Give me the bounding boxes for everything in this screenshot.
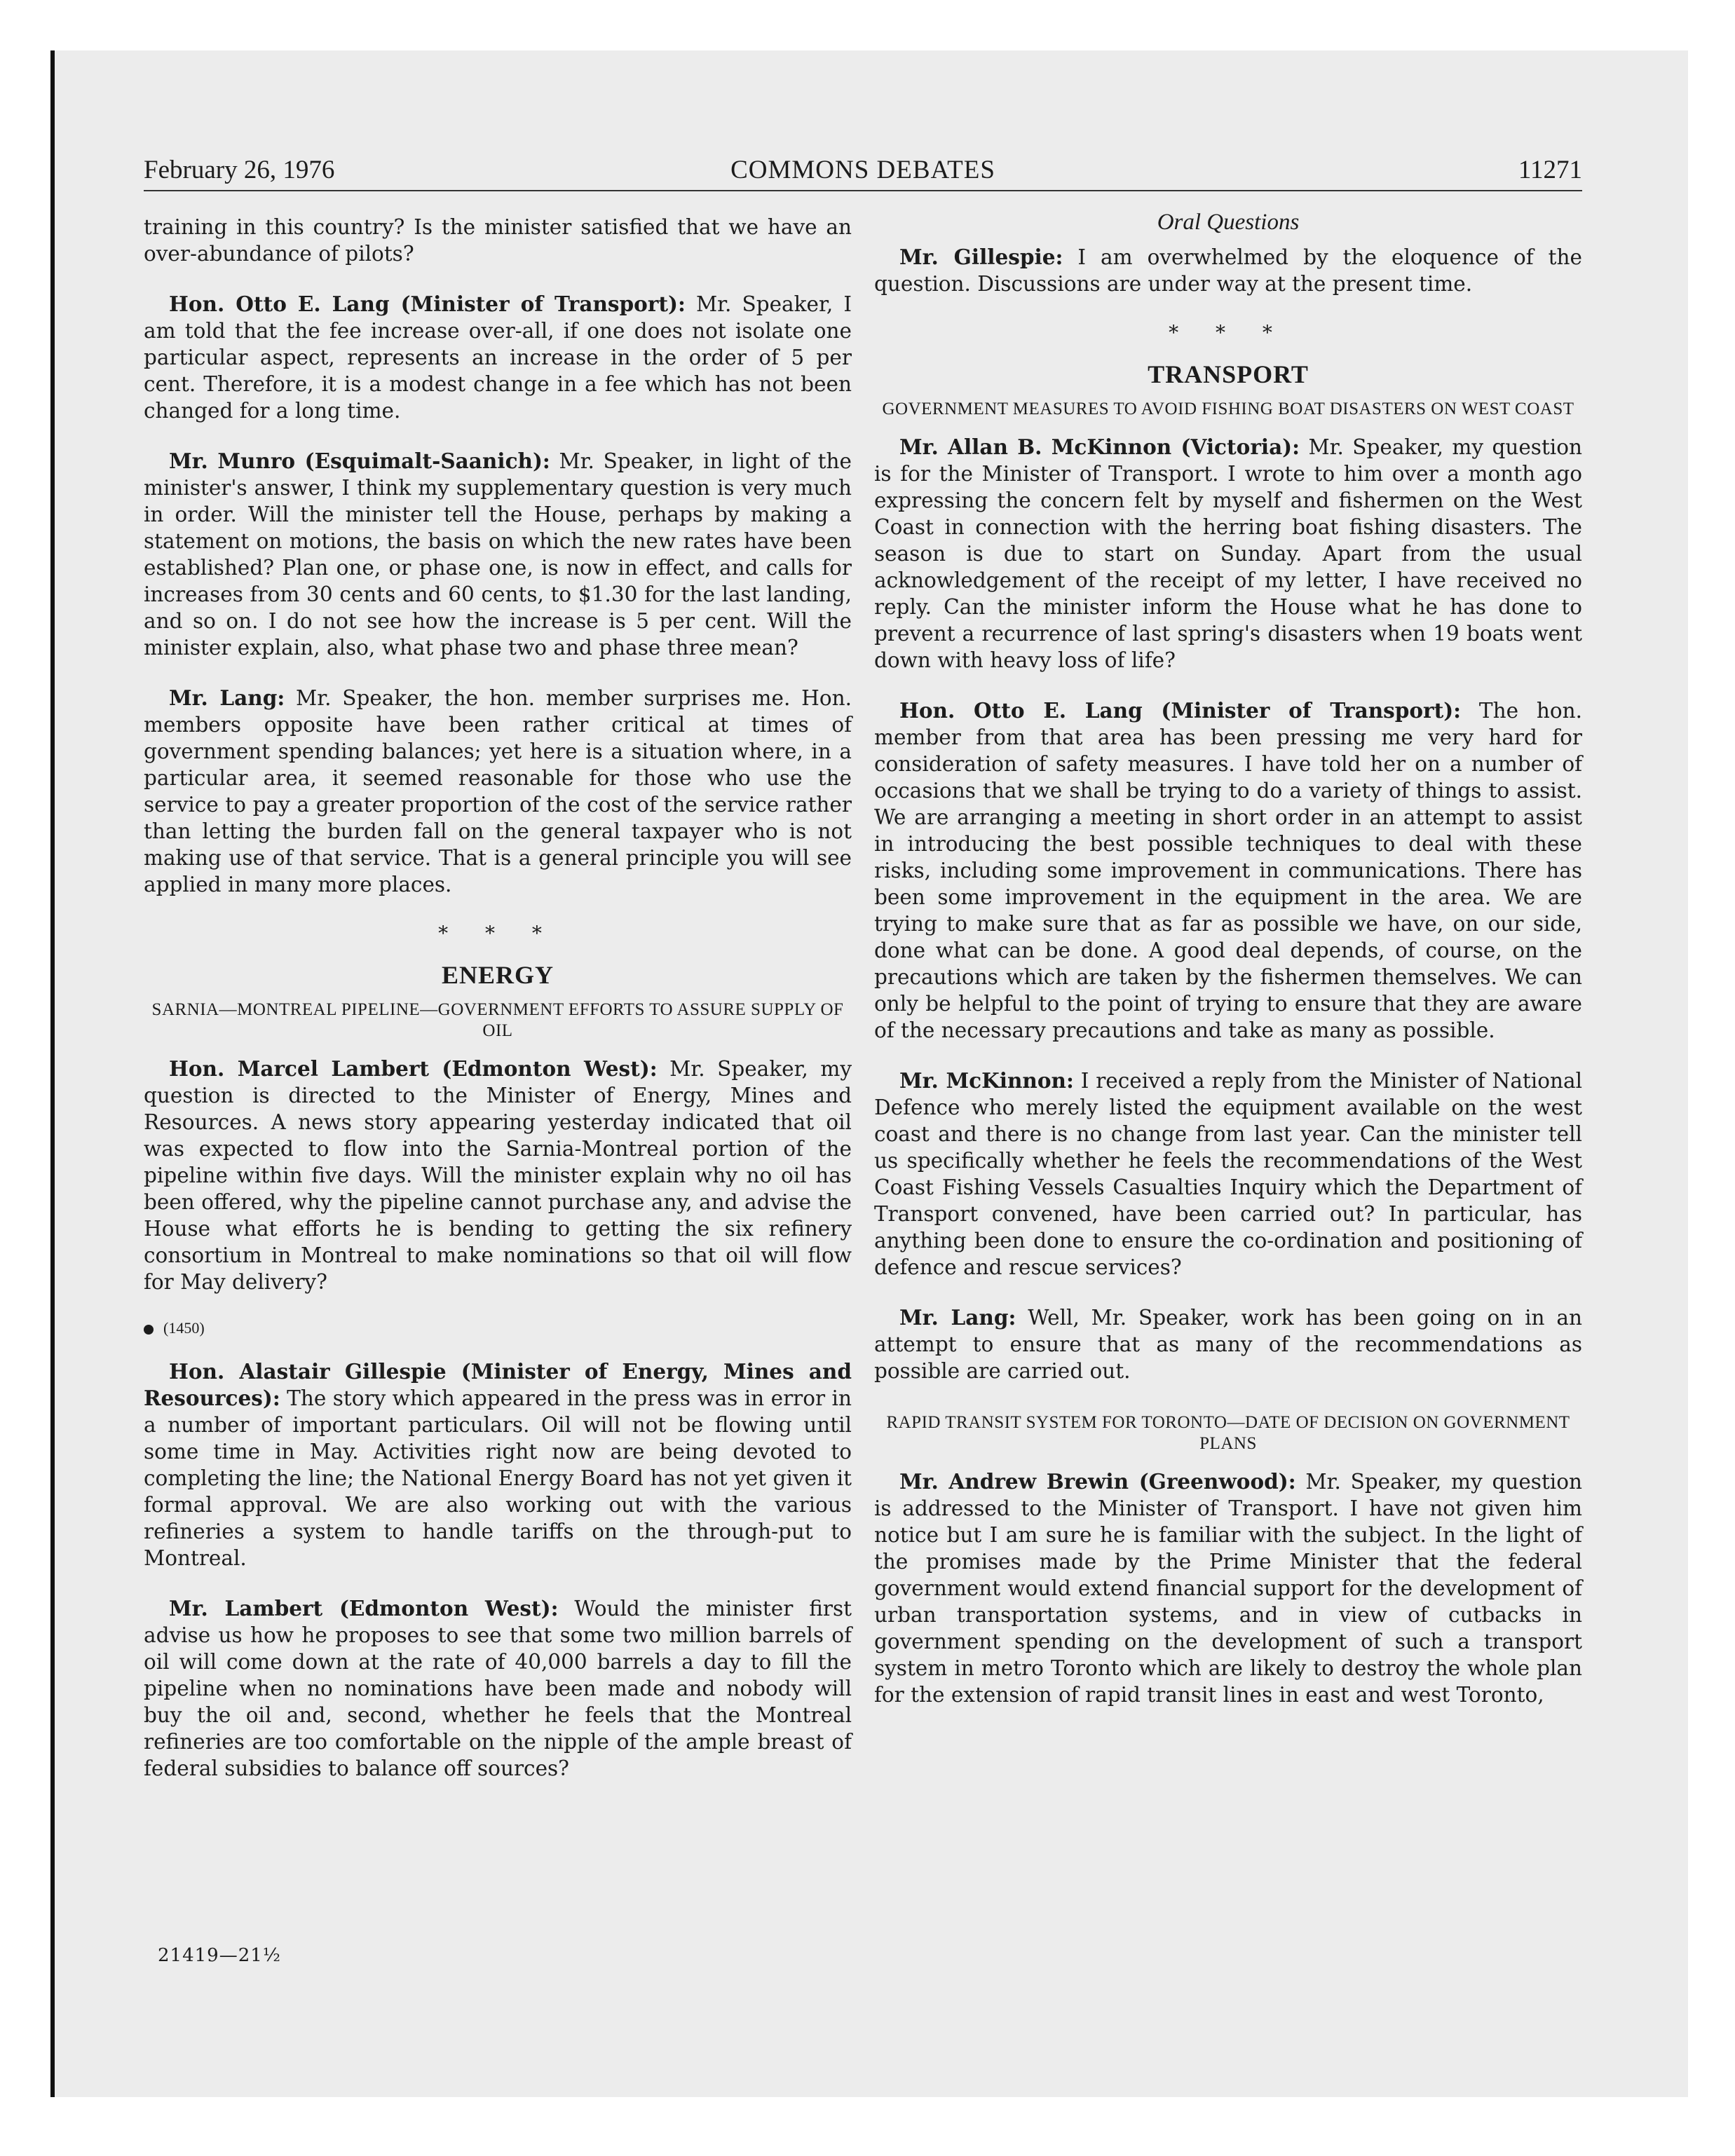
speaker-name: Hon. Otto E. Lang (Minister of Transport): bbox=[899, 698, 1462, 723]
speech-paragraph bbox=[874, 1067, 1582, 1281]
speaker-name: Hon. Marcel Lambert (Edmonton West): bbox=[169, 1056, 658, 1081]
bullet-icon bbox=[144, 1325, 154, 1335]
footer-code: 21419—21½ bbox=[158, 1945, 281, 1966]
speech-paragraph bbox=[874, 434, 1582, 674]
speech-paragraph bbox=[874, 697, 1582, 1044]
left-column bbox=[144, 214, 852, 1806]
speech-paragraph bbox=[144, 685, 852, 898]
speaker-name: Hon. Alastair Gillespie (Minister of Energy, Mines and Resources): bbox=[144, 1359, 852, 1410]
right-column bbox=[874, 210, 1583, 1732]
header-title: COMMONS DEBATES bbox=[730, 156, 995, 184]
speech-paragraph bbox=[144, 291, 852, 424]
section-separator: * * * bbox=[1169, 321, 1288, 344]
speech-text: The hon. member from that area has been pressing me very hard for consideration of safety measures. I have told her on a number of occasions that we shall be trying to do a variety of things to assist. We are arranging a meeting in short order in an attempt to assist in introducing the best possible techniques to deal with these risks, including some improvement in communications. There has been some improvement in the equipment in the area. We are trying to make sure that as far as possible we have, on our side, done what can be done. A good deal depends, of course, on the precautions which are taken by the fishermen themselves. We can only be helpful to the point of trying to ensure that they are aware of the necessary precautions and take as many as possible. bbox=[874, 699, 1582, 1042]
speech-paragraph bbox=[144, 448, 852, 661]
speaker-name: Mr. McKinnon: bbox=[899, 1068, 1074, 1093]
speaker-name: Mr. Lang: bbox=[169, 685, 285, 710]
running-header bbox=[144, 151, 1582, 191]
sub-heading: SARNIA—MONTREAL PIPELINE—GOVERNMENT EFFORTS TO ASSURE SUPPLY OF OIL bbox=[151, 1000, 844, 1040]
speaker-name: Mr. Lang: bbox=[899, 1305, 1016, 1330]
speaker-name: Hon. Otto E. Lang (Minister of Transport): bbox=[169, 292, 686, 316]
paragraph: training in this country? Is the minister satisfied that we have an over-abundance of pilots? bbox=[144, 215, 852, 266]
speaker-name: Mr. Andrew Brewin (Greenwood): bbox=[899, 1469, 1296, 1494]
sub-heading: GOVERNMENT MEASURES TO AVOID FISHING BOAT DISASTERS ON WEST COAST bbox=[882, 400, 1574, 418]
speech-paragraph bbox=[144, 1056, 852, 1295]
time-marker bbox=[144, 1319, 852, 1337]
speech-text: Mr. Speaker, my question is addressed to the Minister of Transport. I have not given him notice but I am sure he is familiar with the subject. In the light of the promises made by the Prime Minister that the federal government would extend financial support for the development of urban transportation systems, and in view of cutbacks in government spending on the development of such a transport system in metro Toronto which are likely to destroy the whole plan for the extension of rapid transit lines in east and west Toronto, bbox=[874, 1470, 1582, 1707]
time-marker-text: (1450) bbox=[163, 1319, 205, 1337]
speech-text: Mr. Speaker, in light of the minister's answer, I think my supplementary question is very much in order. Will the minister tell the House, perhaps by making a statement on motions, the basis on which the new rates have been established? Plan one, or phase one, is now in effect, and calls for increases from 30 cents and 60 cents, to $1.30 for the last landing, and so on. I do not see how the increase is 5 per cent. Will the minister explain, also, what phase two and phase three mean? bbox=[144, 449, 852, 660]
speech-text: I am overwhelmed by the eloquence of the question. Discussions are under way at the present time. bbox=[874, 245, 1582, 296]
speech-paragraph bbox=[874, 1468, 1582, 1708]
speaker-name: Mr. Lambert (Edmonton West): bbox=[169, 1596, 559, 1621]
speech-text: I received a reply from the Minister of National Defence who merely listed the equipment available on the west coast and there is no change from last year. Can the minister tell us specifically whether he feels the recommendations of the West Coast Fishing Vessels Casualties Inquiry which the Department of Transport convened, have been carried out? In particular, has anything been done to ensure the co-ordination and positioning of defence and rescue services? bbox=[874, 1069, 1583, 1279]
sub-heading: RAPID TRANSIT SYSTEM FOR TORONTO—DATE OF DECISION ON GOVERNMENT PLANS bbox=[886, 1413, 1570, 1453]
speech-text: Would the minister first advise us how he proposes to see that some two million barrels of oil will come down at the rate of 40,000 barrels a day to fill the pipeline when no nominations have been made and nobody will buy the oil and, second, whether he feels that the Montreal refineries are too comfortable on the nipple of the ample breast of federal subsidies to balance off sources? bbox=[144, 1597, 852, 1780]
speech-paragraph bbox=[144, 1595, 852, 1782]
speech-text: Mr. Speaker, my question is for the Minister of Transport. I wrote to him over a month ago expressing the concern felt by myself and fishermen on the West Coast in connection with the herring boat fishing disasters. The season is due to start on Sunday. Apart from the usual acknowledgement of the receipt of my letter, I have received no reply. Can the minister inform the House what he has done to prevent a recurrence of last spring's disasters when 19 boats went down with heavy loss of life? bbox=[874, 435, 1582, 672]
speaker-name: Mr. Allan B. McKinnon (Victoria): bbox=[899, 435, 1300, 459]
speech-paragraph bbox=[144, 1358, 852, 1571]
section-separator: * * * bbox=[438, 922, 557, 945]
speech-text: Mr. Speaker, the hon. member surprises me. Hon. members opposite have been rather critical at times of government spending balances; yet here is a situation where, in a particular area, it seemed reasonable for those who use the service to pay a greater proportion of the cost of the service rather than letting the burden fall on the general taxpayer who is not making use of that service. That is a general principle you will see applied in many more places. bbox=[144, 686, 852, 896]
document-page bbox=[144, 151, 1582, 2043]
section-title-energy: ENERGY bbox=[441, 961, 554, 989]
speech-paragraph bbox=[874, 244, 1582, 297]
page-number: 11271 bbox=[1518, 156, 1582, 184]
speaker-name: Mr. Munro (Esquimalt-Saanich): bbox=[169, 449, 550, 473]
column-heading: Oral Questions bbox=[1157, 210, 1300, 235]
speech-text: Mr. Speaker, I am told that the fee increase over-all, if one does not isolate one particular aspect, represents an increase in the order of 5 per cent. Therefore, it is a modest change in a fee which has not been changed for a long time. bbox=[144, 292, 852, 423]
section-title-transport: TRANSPORT bbox=[1148, 360, 1309, 388]
speech-text: The story which appeared in the press was in error in a number of important particulars. Oil will not be flowing until some time in May. Activities right now are being devoted to completing the line; the National Energy Board has not yet given it formal approval. We are also working out with the various refineries a system to handle tariffs on the through-put to Montreal. bbox=[144, 1386, 852, 1570]
speaker-name: Mr. Gillespie: bbox=[899, 245, 1063, 269]
header-date: February 26, 1976 bbox=[144, 156, 335, 184]
speech-text: Well, Mr. Speaker, work has been going on in an attempt to ensure that as many of the recommendations as possible are carried out. bbox=[874, 1306, 1582, 1383]
speech-paragraph bbox=[874, 1304, 1582, 1384]
speech-text: Mr. Speaker, my question is directed to the Minister of Energy, Mines and Resources. A news story appearing yesterday indicated that oil was expected to flow into the Sarnia-Montreal portion of the pipeline within five days. Will the minister explain why no oil has been offered, why the pipeline cannot purchase any, and advise the House what efforts he is bending to getting the six refinery consortium in Montreal to make nominations so that oil will flow for May delivery? bbox=[144, 1057, 852, 1294]
